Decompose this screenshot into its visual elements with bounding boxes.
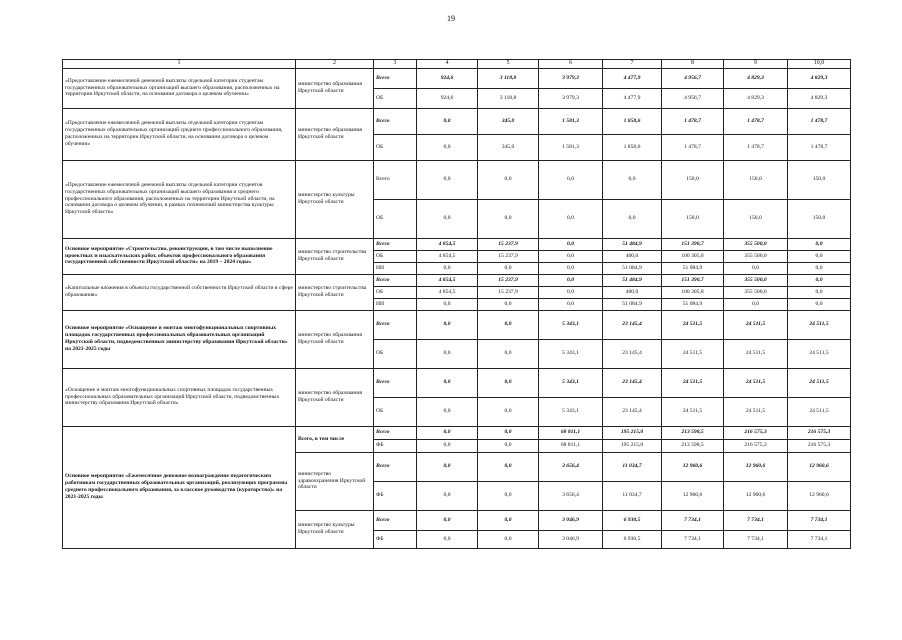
header-cell: 4 <box>417 60 478 69</box>
amount-cell: 3 979,3 <box>539 68 603 88</box>
amount-cell: 345,0 <box>478 108 539 134</box>
responsible-organization: министерство культуры Иркутской области <box>296 160 374 238</box>
amount-cell: 0,0 <box>417 530 478 548</box>
amount-cell: 924,6 <box>417 68 478 88</box>
amount-cell: 4 956,7 <box>662 68 724 88</box>
funding-source: Всего <box>374 238 417 250</box>
measure-description: «Предоставление ежемесячной денежной выплаты отдельной категории студентов государственных образовательных организаций высшего образования и среднего профессионального образования, расположенных на территории Иркутской области, на основании договора о целевом обучении, в рамках полномочий министерства культуры Иркутской области» <box>63 160 296 238</box>
table-row <box>63 368 851 397</box>
funding-source: Всего <box>374 160 417 199</box>
amount-cell: 0,0 <box>539 160 603 199</box>
amount-cell: 0,0 <box>478 397 539 426</box>
amount-cell: 1 478,7 <box>788 108 851 134</box>
header-cell: 8 <box>662 60 724 69</box>
header-cell: 9 <box>724 60 788 69</box>
amount-cell: 0,0 <box>417 439 478 452</box>
funding-source: Всего <box>374 368 417 397</box>
amount-cell: 24 511,5 <box>724 339 788 368</box>
amount-cell: 150,0 <box>662 199 724 238</box>
amount-cell: 7 734,1 <box>724 530 788 548</box>
table-row <box>63 68 851 88</box>
header-cell: 6 <box>539 60 603 69</box>
amount-cell: 4 956,7 <box>662 88 724 108</box>
amount-cell: 195 215,0 <box>603 426 662 439</box>
amount-cell: 11 034,7 <box>603 481 662 510</box>
funding-source: ИИ <box>374 298 417 310</box>
amount-cell: 3 979,3 <box>539 88 603 108</box>
amount-cell: 0,0 <box>417 160 478 199</box>
amount-cell: 0,0 <box>417 298 478 310</box>
responsible-organization: министерство здравоохранения Иркутской области <box>296 452 374 510</box>
amount-cell: 1 478,7 <box>724 108 788 134</box>
amount-cell: 51 484,9 <box>603 238 662 250</box>
amount-cell: 150,0 <box>788 199 851 238</box>
amount-cell: 150,0 <box>724 199 788 238</box>
amount-cell: 24 511,5 <box>788 339 851 368</box>
amount-cell: 3 046,9 <box>539 510 603 530</box>
amount-cell: 24 511,5 <box>724 397 788 426</box>
amount-cell: 0,0 <box>788 238 851 250</box>
table-row <box>63 426 851 439</box>
amount-cell: 216 575,3 <box>724 439 788 452</box>
funding-source: Всего <box>374 108 417 134</box>
amount-cell: 7 734,1 <box>662 530 724 548</box>
header-cell: 5 <box>478 60 539 69</box>
amount-cell: 15 237,9 <box>478 286 539 298</box>
amount-cell: 11 034,7 <box>603 452 662 481</box>
amount-cell: 151 390,7 <box>662 238 724 250</box>
amount-cell: 12 960,6 <box>788 452 851 481</box>
amount-cell: 151 390,7 <box>662 274 724 286</box>
amount-cell: 0,0 <box>539 262 603 274</box>
amount-cell: 24 511,5 <box>662 368 724 397</box>
amount-cell: 15 237,9 <box>478 250 539 262</box>
amount-cell: 400,0 <box>603 286 662 298</box>
amount-cell: 0,0 <box>603 160 662 199</box>
measure-description: «Оснащение и монтаж многофункциональных спортивных площадок государственных профессиональных образовательных организаций Иркутской области, подведомственных министерству образования Иркутской области» <box>63 368 296 426</box>
amount-cell: 0,0 <box>539 286 603 298</box>
amount-cell: 0,0 <box>478 530 539 548</box>
table-row <box>63 310 851 339</box>
amount-cell: 4 829,3 <box>724 88 788 108</box>
funding-source: Всего <box>374 68 417 88</box>
amount-cell: 68 811,1 <box>539 439 603 452</box>
amount-cell: 0,0 <box>539 238 603 250</box>
measure-description: Основное мероприятие «Ежемесячное денежное вознаграждение педагогическим работникам государственных образовательных организаций, реализующих программы среднего профессионального образования, за классное руководство (кураторство)» на 2021-2025 годы <box>63 426 296 548</box>
amount-cell: 7 734,1 <box>788 530 851 548</box>
amount-cell: 0,0 <box>417 339 478 368</box>
responsible-organization: министерство строительства Иркутской области <box>296 274 374 310</box>
amount-cell: 216 575,3 <box>788 439 851 452</box>
table-row <box>63 238 851 250</box>
amount-cell: 24 511,5 <box>662 397 724 426</box>
amount-cell: 0,0 <box>417 397 478 426</box>
amount-cell: 0,0 <box>478 426 539 439</box>
amount-cell: 24 511,5 <box>724 368 788 397</box>
amount-cell: 7 734,1 <box>724 510 788 530</box>
funding-source: Всего <box>374 510 417 530</box>
amount-cell: 0,0 <box>417 134 478 160</box>
amount-cell: 5 343,1 <box>539 368 603 397</box>
measure-description: «Предоставление ежемесячной денежной выплаты отдельной категории студентам государственных образовательных организаций среднего профессионального образования, расположенных на территории Иркутской области, на основании договора о целевом обучении» <box>63 108 296 160</box>
amount-cell: 924,6 <box>417 88 478 108</box>
amount-cell: 0,0 <box>478 199 539 238</box>
amount-cell: 24 511,5 <box>788 310 851 339</box>
amount-cell: 24 511,5 <box>788 397 851 426</box>
responsible-organization: министерство образования Иркутской области <box>296 108 374 160</box>
amount-cell: 150,0 <box>662 160 724 199</box>
amount-cell: 1 478,7 <box>662 108 724 134</box>
amount-cell: 3 656,4 <box>539 481 603 510</box>
amount-cell: 5 343,1 <box>539 310 603 339</box>
amount-cell: 150,0 <box>724 160 788 199</box>
amount-cell: 0,0 <box>539 250 603 262</box>
amount-cell: 12 960,6 <box>724 452 788 481</box>
amount-cell: 150,0 <box>788 160 851 199</box>
funding-source: ОБ <box>374 339 417 368</box>
amount-cell: 24 511,5 <box>788 368 851 397</box>
amount-cell: 0,0 <box>417 368 478 397</box>
amount-cell: 15 237,9 <box>478 238 539 250</box>
header-cell: 3 <box>374 60 417 69</box>
amount-cell: 4 854,5 <box>417 286 478 298</box>
funding-source: ФБ <box>374 481 417 510</box>
funding-source: Всего <box>374 426 417 439</box>
amount-cell: 0,0 <box>788 286 851 298</box>
amount-cell: 15 237,9 <box>478 274 539 286</box>
amount-cell: 1 478,7 <box>662 134 724 160</box>
amount-cell: 355 500,0 <box>724 274 788 286</box>
measure-description: «Капитальные вложения в объекты государственной собственности Иркутской области в сфере образования» <box>63 274 296 310</box>
amount-cell: 1 581,3 <box>539 108 603 134</box>
header-cell: 7 <box>603 60 662 69</box>
amount-cell: 12 960,6 <box>788 481 851 510</box>
amount-cell: 4 829,3 <box>788 68 851 88</box>
funding-source: Всего <box>374 274 417 286</box>
amount-cell: 0,0 <box>724 262 788 274</box>
amount-cell: 0,0 <box>478 298 539 310</box>
funding-source: ОБ <box>374 397 417 426</box>
amount-cell: 23 145,4 <box>603 310 662 339</box>
funding-source: Всего <box>374 452 417 481</box>
amount-cell: 12 960,6 <box>724 481 788 510</box>
header-cell: 2 <box>296 60 374 69</box>
amount-cell: 4 854,5 <box>417 238 478 250</box>
amount-cell: 51 484,9 <box>603 274 662 286</box>
amount-cell: 400,0 <box>603 250 662 262</box>
amount-cell: 4 854,5 <box>417 250 478 262</box>
amount-cell: 7 734,1 <box>662 510 724 530</box>
amount-cell: 4 477,9 <box>603 68 662 88</box>
amount-cell: 1 478,7 <box>788 134 851 160</box>
amount-cell: 0,0 <box>417 310 478 339</box>
amount-cell: 4 477,9 <box>603 88 662 108</box>
funding-source: ОБ <box>374 88 417 108</box>
amount-cell: 6 930,5 <box>603 530 662 548</box>
header-row <box>63 60 851 69</box>
amount-cell: 355 500,0 <box>724 286 788 298</box>
amount-cell: 195 215,0 <box>603 439 662 452</box>
amount-cell: 51 084,9 <box>603 298 662 310</box>
amount-cell: 0,0 <box>539 298 603 310</box>
amount-cell: 0,0 <box>788 262 851 274</box>
amount-cell: 12 960,6 <box>662 481 724 510</box>
responsible-organization: министерство культуры Иркутской области <box>296 510 374 548</box>
amount-cell: 0,0 <box>417 510 478 530</box>
amount-cell: 216 575,3 <box>788 426 851 439</box>
funding-source: ФБ <box>374 439 417 452</box>
page-number: 19 <box>447 14 455 23</box>
amount-cell: 216 575,3 <box>724 426 788 439</box>
amount-cell: 100 305,8 <box>662 286 724 298</box>
responsible-organization: министерство образования Иркутской области <box>296 368 374 426</box>
amount-cell: 355 500,0 <box>724 238 788 250</box>
responsible-organization: министерство образования Иркутской области <box>296 310 374 368</box>
funding-source: Всего <box>374 310 417 339</box>
measure-description: Основное мероприятие «Оснащение и монтаж многофункциональных спортивных площадок государственных профессиональных образовательных организаций Иркутской области, подведомственных министерству образования Иркутской области» на 2021-2025 годы <box>63 310 296 368</box>
amount-cell: 4 829,3 <box>788 88 851 108</box>
amount-cell: 68 811,1 <box>539 426 603 439</box>
amount-cell: 1 858,6 <box>603 134 662 160</box>
amount-cell: 0,0 <box>478 452 539 481</box>
amount-cell: 24 511,5 <box>662 310 724 339</box>
funding-source: ОБ <box>374 286 417 298</box>
amount-cell: 23 145,4 <box>603 397 662 426</box>
amount-cell: 3 046,9 <box>539 530 603 548</box>
amount-cell: 0,0 <box>788 298 851 310</box>
amount-cell: 345,0 <box>478 134 539 160</box>
amount-cell: 51 084,9 <box>662 262 724 274</box>
amount-cell: 3 118,8 <box>478 88 539 108</box>
funding-source: ФБ <box>374 530 417 548</box>
amount-cell: 0,0 <box>417 262 478 274</box>
amount-cell: 0,0 <box>417 452 478 481</box>
measure-description: Основное мероприятие «Строительство, реконструкция, в том числе выполнение проектных и изыскательских работ, объектов профессионального образования государственной собственности Иркутской области» на 2019 – 2024 годы» <box>63 238 296 274</box>
header-cell: 10,0 <box>788 60 851 69</box>
amount-cell: 0,0 <box>478 481 539 510</box>
amount-cell: 0,0 <box>539 274 603 286</box>
table-row <box>63 160 851 199</box>
amount-cell: 213 598,5 <box>662 439 724 452</box>
amount-cell: 23 145,4 <box>603 368 662 397</box>
amount-cell: 3 118,8 <box>478 68 539 88</box>
amount-cell: 0,0 <box>603 199 662 238</box>
amount-cell: 4 854,5 <box>417 274 478 286</box>
amount-cell: 24 511,5 <box>724 310 788 339</box>
responsible-organization: Всего, в том числе <box>296 426 374 452</box>
amount-cell: 0,0 <box>417 481 478 510</box>
amount-cell: 0,0 <box>478 310 539 339</box>
amount-cell: 0,0 <box>788 274 851 286</box>
header-cell: 1 <box>63 60 296 69</box>
amount-cell: 6 930,5 <box>603 510 662 530</box>
funding-source: ОБ <box>374 199 417 238</box>
amount-cell: 0,0 <box>478 510 539 530</box>
amount-cell: 0,0 <box>417 108 478 134</box>
amount-cell: 51 084,9 <box>662 298 724 310</box>
amount-cell: 0,0 <box>478 439 539 452</box>
amount-cell: 1 858,6 <box>603 108 662 134</box>
amount-cell: 24 511,5 <box>662 339 724 368</box>
amount-cell: 213 598,5 <box>662 426 724 439</box>
amount-cell: 0,0 <box>478 160 539 199</box>
amount-cell: 100 305,8 <box>662 250 724 262</box>
amount-cell: 0,0 <box>788 250 851 262</box>
amount-cell: 51 084,9 <box>603 262 662 274</box>
responsible-organization: министерство строительства Иркутской области <box>296 238 374 274</box>
amount-cell: 7 734,1 <box>788 510 851 530</box>
funding-source: ОБ <box>374 134 417 160</box>
amount-cell: 23 145,4 <box>603 339 662 368</box>
amount-cell: 5 343,1 <box>539 339 603 368</box>
amount-cell: 355 500,0 <box>724 250 788 262</box>
budget-table <box>62 59 851 549</box>
table-row <box>63 274 851 286</box>
amount-cell: 12 960,6 <box>662 452 724 481</box>
funding-source: ИИ <box>374 262 417 274</box>
amount-cell: 0,0 <box>478 368 539 397</box>
amount-cell: 0,0 <box>478 262 539 274</box>
funding-source: ОБ <box>374 250 417 262</box>
amount-cell: 0,0 <box>539 199 603 238</box>
amount-cell: 3 656,4 <box>539 452 603 481</box>
measure-description: «Предоставление ежемесячной денежной выплаты отдельной категории студентам государственных образовательных организаций высшего образования, расположенных на территории Иркутской области, на основании договора о целевом обучении» <box>63 68 296 108</box>
amount-cell: 0,0 <box>724 298 788 310</box>
responsible-organization: министерство образования Иркутской области <box>296 68 374 108</box>
amount-cell: 0,0 <box>417 426 478 439</box>
amount-cell: 1 478,7 <box>724 134 788 160</box>
amount-cell: 4 829,3 <box>724 68 788 88</box>
amount-cell: 5 343,1 <box>539 397 603 426</box>
amount-cell: 1 581,3 <box>539 134 603 160</box>
amount-cell: 0,0 <box>478 339 539 368</box>
table-row <box>63 108 851 134</box>
amount-cell: 0,0 <box>417 199 478 238</box>
